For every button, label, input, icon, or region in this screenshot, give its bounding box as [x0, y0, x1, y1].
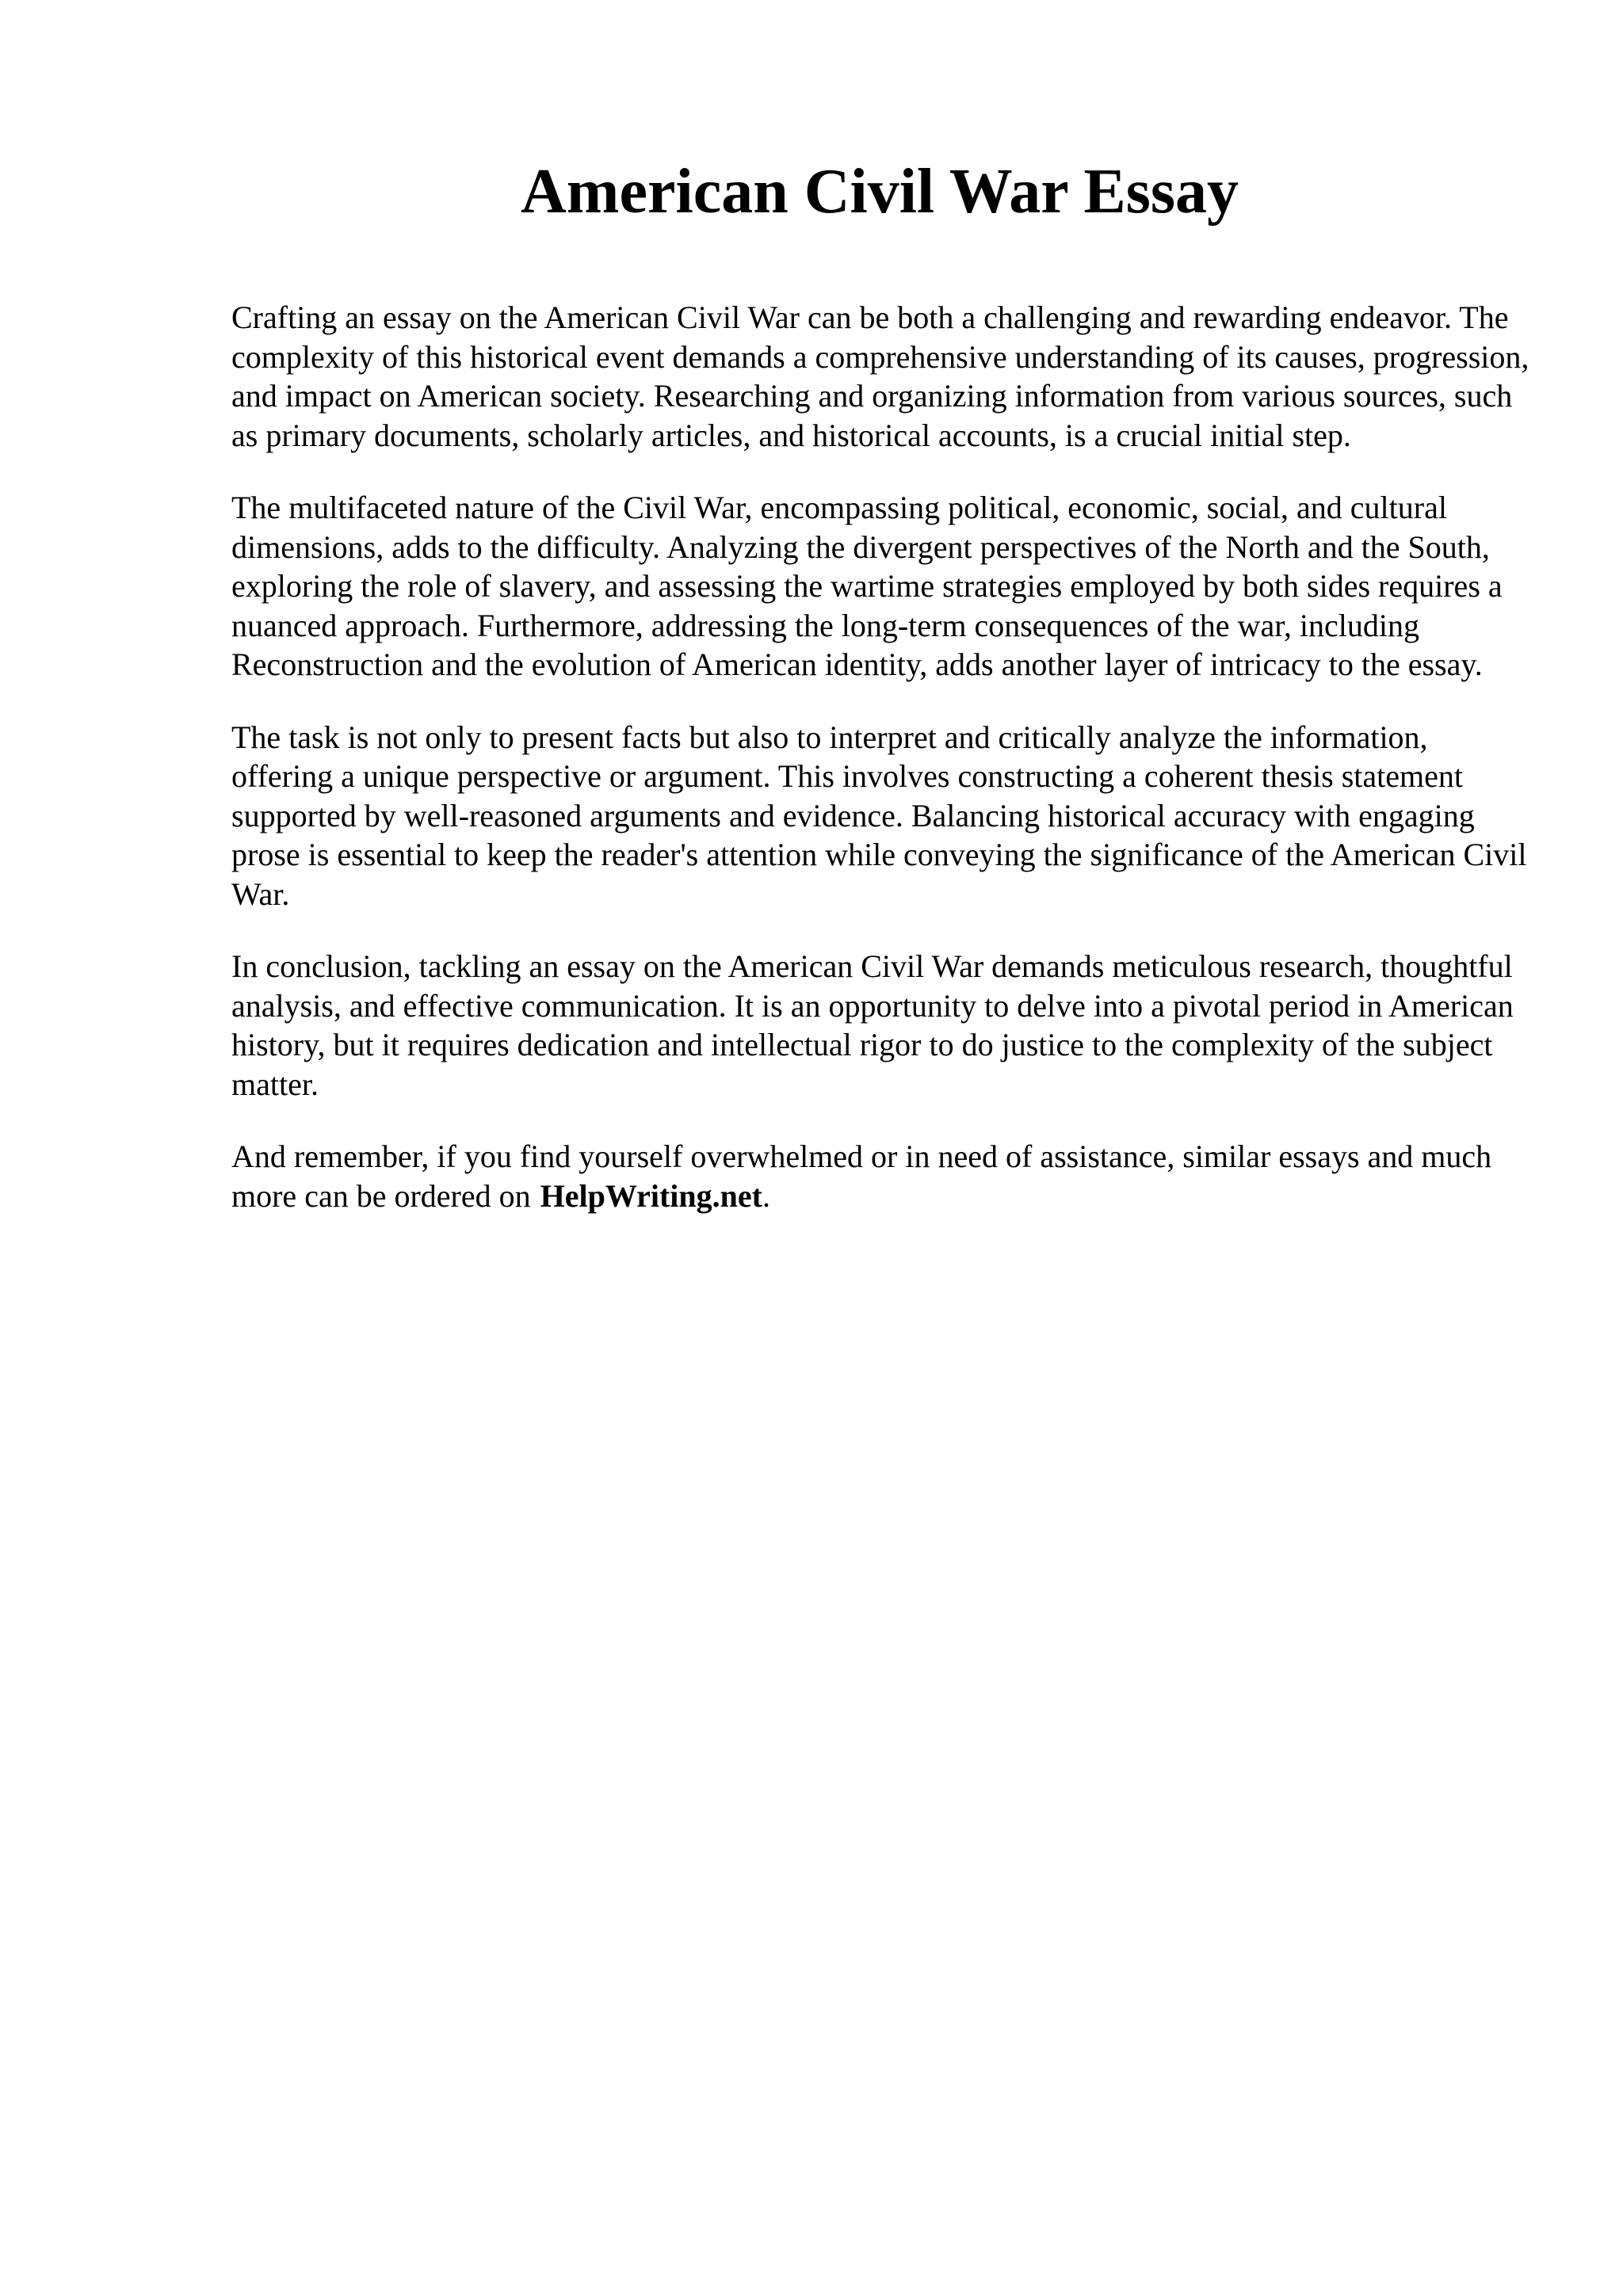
helpwriting-link[interactable]: HelpWriting.net [540, 1177, 762, 1214]
essay-body [231, 298, 1531, 1249]
paragraph-1: Crafting an essay on the American Civil War can be both a challenging and rewarding endeavor. The complexity of this historical event demands a comprehensive understanding of its causes, progression, and impact on American society. Researching and organizing information from various sources, such as primary documents, scholarly articles, and historical accounts, is a crucial initial step. [231, 299, 1529, 453]
closing-text: And remember, if you find yourself overwhelmed or in need of assistance, similar essays and much more can be ordered on [231, 1138, 1492, 1214]
paragraph-3: The task is not only to present facts but also to interpret and critically analyze the information, offering a unique perspective or argument. This involves constructing a coherent thesis statement supported by well-reasoned arguments and evidence. Balancing historical accuracy with engaging prose is essential to keep the reader's attention while conveying the significance of the American Civil War. [231, 719, 1527, 912]
page-title: American Civil War Essay [521, 157, 1239, 227]
closing-period: . [762, 1177, 770, 1214]
paragraph-2: The multifaceted nature of the Civil War, encompassing political, economic, social, and cultural dimensions, adds to the difficulty. Analyzing the divergent perspectives of the North and the South, exploring the role of slavery, and assessing the wartime strategies employed by both sides requires a nuanced approach. Furthermore, addressing the long-term consequences of the war, including Reconstruction and the evolution of American identity, adds another layer of intricacy to the essay. [231, 490, 1503, 682]
paragraph-4: In conclusion, tackling an essay on the American Civil War demands meticulous research, thoughtful analysis, and effective communication. It is an opportunity to delve into a pivotal period in American history, but it requires dedication and intellectual rigor to do justice to the complexity of the subject matter. [231, 948, 1514, 1102]
closing-paragraph [231, 1137, 1531, 1215]
